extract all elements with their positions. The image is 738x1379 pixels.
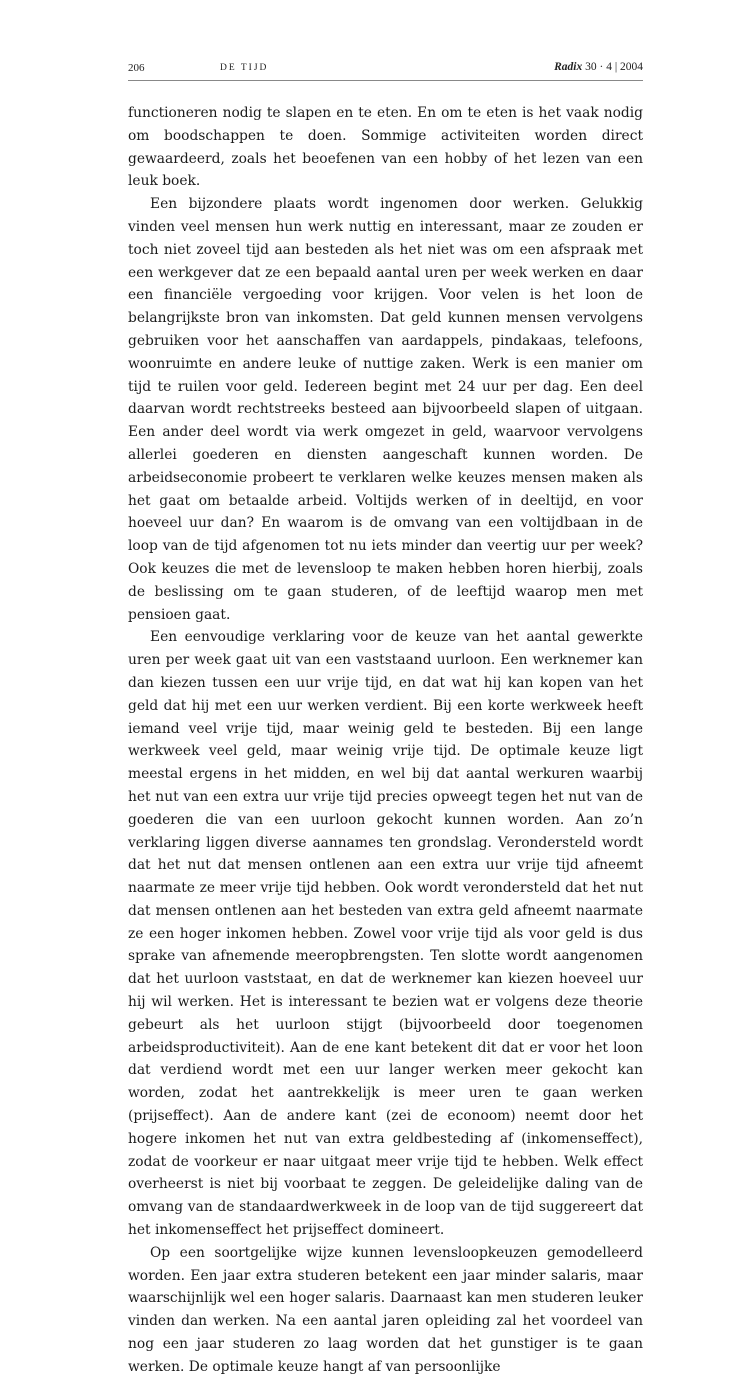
paragraph: Op een soortgelijke wijze kunnen levensloopkeuzen gemodelleerd worden. Een jaar extra studeren betekent een jaar minder salaris, maar waarschijnlijk wel een hoger salaris. Daarnaast kan men studeren leuker vinden dan werken. Na een aantal jaren opleiding zal het voordeel van nog een jaar studeren zo laag worden dat het gunstiger is te gaan werken. De optimale keuze hangt af van persoonlijke	[128, 1244, 643, 1375]
running-head	[128, 58, 643, 78]
section-label: DE TIJD	[220, 63, 269, 73]
body-text	[128, 102, 643, 1379]
paragraph: Een eenvoudige verklaring voor de keuze van het aantal gewerkte uren per week gaat uit van een vaststaand uurloon. Een werknemer kan dan kiezen tussen een uur vrije tijd, en dat wat hij kan kopen van het geld dat hij met een uur werken verdient. Bij een korte werkweek heeft iemand veel vrije tijd, maar weinig geld te besteden. Bij een lange werkweek veel geld, maar weinig vrije tijd. De optimale keuze ligt meestal ergens in het midden, en wel bij dat aantal werkuren waarbij het nut van een extra uur vrije tijd precies opweegt tegen het nut van de goederen die van een uurloon gekocht kunnen worden. Aan zo’n verklaring liggen diverse aannames ten grondslag. Verondersteld wordt dat het nut dat mensen ontlenen aan een extra uur vrije tijd afneemt naarmate ze meer vrije tijd hebben. Ook wordt verondersteld dat het nut dat mensen ontlenen aan het besteden van extra geld afneemt naarmate ze een hoger inkomen hebben. Zowel voor vrije tijd als voor geld is dus sprake van afnemende meeropbrengsten. Ten slotte wordt aangenomen dat het uurloon vaststaat, en dat de werknemer kan kiezen hoeveel uur hij wil werken. Het is interessant te bezien wat er volgens deze theorie gebeurt als het uurloon stijgt (bijvoorbeeld door toegenomen arbeidsproductiviteit). Aan de ene kant betekent dit dat er voor het loon dat verdiend wordt met een uur langer werken meer gekocht kan worden, zodat het aantrekkelijk is meer uren te gaan werken (prijseffect). Aan de andere kant (zei de econoom) neemt door het hogere inkomen het nut van extra geldbesteding af (inkomenseffect), zodat de voorkeur er naar uitgaat meer vrije tijd te hebben. Welk effect overheerst is niet bij voorbaat te zeggen. De geleidelijke daling van de omvang van de standaardwerkweek in de loop van de tijd suggereert dat het inkomenseffect het prijseffect domineert.	[128, 629, 643, 1239]
journal-name: Radix	[554, 61, 583, 73]
page-number: 206	[128, 62, 145, 74]
paragraph: functioneren nodig te slapen en te eten. En om te eten is het vaak nodig om boodschappen te doen. Sommige activiteiten worden direct gewaardeerd, zoals het beoefenen van een hobby of het lezen van een leuk boek.	[128, 105, 643, 190]
journal-issue: 30 · 4 | 2004	[582, 61, 643, 73]
journal-reference	[554, 61, 643, 73]
paragraph: Een bijzondere plaats wordt ingenomen door werken. Gelukkig vinden veel mensen hun werk nuttig en interessant, maar ze zouden er toch niet zoveel tijd aan besteden als het niet was om een afspraak met een werkgever dat ze een bepaald aantal uren per week werken en daar een financiële vergoeding voor krijgen. Voor velen is het loon de belangrijkste bron van inkomsten. Dat geld kunnen mensen vervolgens gebruiken voor het aanschaffen van aardappels, pindakaas, telefoons, woonruimte en andere leuke of nuttige zaken. Werk is een manier om tijd te ruilen voor geld. Iedereen begint met 24 uur per dag. Een deel daarvan wordt rechtstreeks besteed aan bijvoorbeeld slapen of uitgaan. Een ander deel wordt via werk omgezet in geld, waarvoor vervolgens allerlei goederen en diensten aangeschaft kunnen worden. De arbeidseconomie probeert te verklaren welke keuzes mensen maken als het gaat om betaalde arbeid. Voltijds werken of in deeltijd, en voor hoeveel uur dan? En waarom is de omvang van een voltijdbaan in de loop van de tijd afgenomen tot nu iets minder dan veertig uur per week? Ook keuzes die met de levensloop te maken hebben horen hierbij, zoals de beslissing om te gaan studeren, of de leeftijd waarop men met pensioen gaat.	[128, 196, 643, 623]
header-rule	[128, 80, 643, 81]
